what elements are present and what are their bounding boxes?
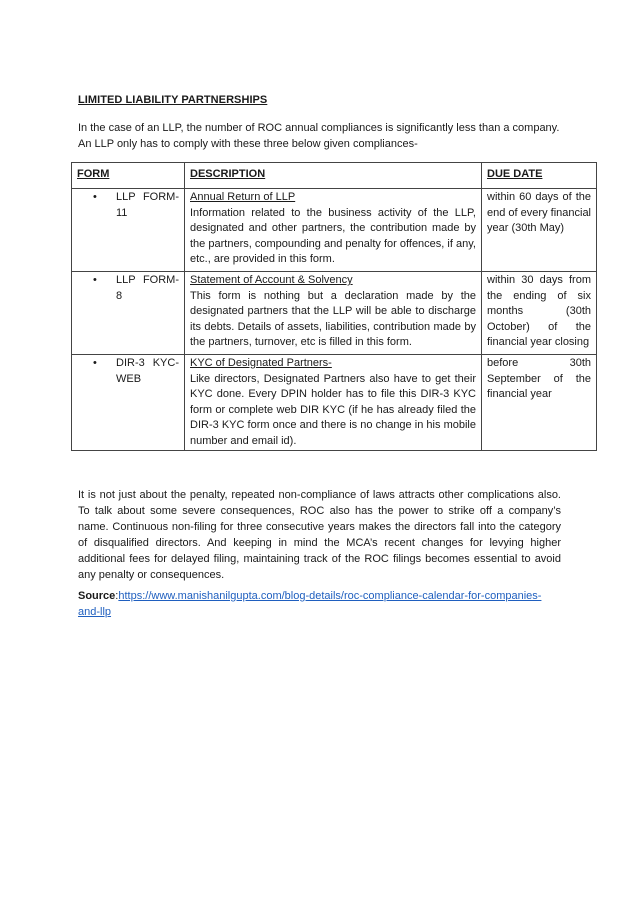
- source-link[interactable]: https://www.manishanilgupta.com/blog-details/roc-compliance-calendar-for-companies-and-llp: [78, 590, 542, 618]
- description-cell: [185, 189, 482, 272]
- source-separator: :: [115, 590, 119, 602]
- description-body: Like directors, Designated Partners also have to get their KYC done. Every DPIN holder has to file this DIR-3 KYC form or complete web DIR KYC (if he has already filed the DIR-3 KYC form once and there is no change in his mobile number and email id).: [190, 372, 476, 447]
- header-due-date: DUE DATE: [482, 163, 597, 189]
- table-row: [72, 272, 597, 355]
- table-row: [72, 355, 597, 451]
- description-cell: [185, 272, 482, 355]
- form-cell: [72, 272, 185, 355]
- description-title: KYC of Designated Partners-: [190, 357, 332, 369]
- llp-compliance-table: [71, 162, 597, 451]
- bullet-icon: •: [93, 357, 97, 369]
- due-date-cell: [482, 189, 597, 272]
- closing-paragraph: It is not just about the penalty, repeated non-compliance of laws attracts other complications also. To talk about some severe consequences, ROC also has the power to strike off a company’s name. Continuous non-filing for three consecutive years makes the directors fall into the category of disqualified directors. And keeping in mind the MCA’s recent changes for levying higher additional fees for delayed filing, maintaining track of the ROC filings becomes essential to avoid any penalty or consequences.: [78, 489, 561, 581]
- header-form: FORM: [72, 163, 185, 189]
- due-date-text: within 30 days from the ending of six months (30th October) of the financial year closing: [487, 274, 591, 348]
- form-cell: [72, 355, 185, 451]
- table-row: [72, 189, 597, 272]
- due-date-cell: [482, 355, 597, 451]
- header-description: DESCRIPTION: [185, 163, 482, 189]
- source-line: [78, 588, 561, 620]
- due-date-text: before 30th September of the financial year: [487, 357, 591, 400]
- form-name: DIR-3 KYC-WEB: [116, 357, 179, 385]
- description-cell: [185, 355, 482, 451]
- table-header-row: [72, 163, 597, 189]
- description-body: This form is nothing but a declaration made by the designated partners that the LLP will be able to discharge its debts. Details of assets, liabilities, contribution made by the partners, turnover, etc is filled in this form.: [190, 289, 476, 348]
- form-name: LLP FORM-11: [116, 191, 179, 219]
- description-title: Annual Return of LLP: [190, 191, 296, 203]
- form-cell: [72, 189, 185, 272]
- intro-paragraph: In the case of an LLP, the number of ROC annual compliances is significantly less than a company. An LLP only has to comply with these three below given compliances-: [78, 122, 560, 150]
- source-label: Source: [78, 590, 116, 602]
- section-heading: LIMITED LIABILITY PARTNERSHIPS: [78, 94, 268, 106]
- bullet-icon: •: [93, 191, 97, 203]
- due-date-text: within 60 days of the end of every financial year (30th May): [487, 191, 591, 234]
- description-body: Information related to the business activity of the LLP, designated and other partners, the contribution made by the partners, compounding and penalty for offences, if any, etc., are provided in this form.: [190, 206, 476, 265]
- due-date-cell: [482, 272, 597, 355]
- form-name: LLP FORM-8: [116, 274, 179, 302]
- description-title: Statement of Account & Solvency: [190, 274, 353, 286]
- bullet-icon: •: [93, 274, 97, 286]
